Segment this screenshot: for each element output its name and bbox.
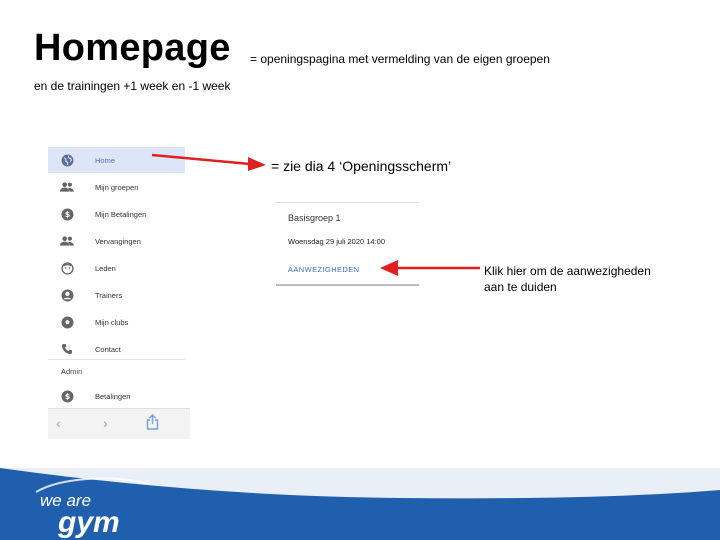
svg-text:$: $	[64, 391, 70, 401]
back-button[interactable]: ‹	[56, 415, 61, 431]
logo-text-top: we are	[40, 491, 92, 510]
menu-item-label: Leden	[95, 263, 116, 273]
menu-item-label: Betalingen	[95, 391, 131, 401]
slide-title: Homepage	[34, 27, 231, 69]
menu-item-label: Mijn groepen	[95, 182, 139, 192]
menu-item-label: Vervangingen	[95, 236, 141, 246]
group-name: Basisgroep 1	[288, 213, 341, 223]
arrow-to-attendance	[380, 260, 480, 276]
attendance-button[interactable]: AANWEZIGHEDEN	[288, 265, 360, 274]
slide-subtitle-continued: en de trainingen +1 week en -1 week	[34, 79, 231, 93]
footer-banner	[0, 468, 720, 540]
home-annotation: = zie dia 4 ‘Openingsscherm’	[271, 158, 452, 174]
admin-section-label: Admin	[61, 367, 83, 376]
menu-item-label: Mijn clubs	[95, 317, 129, 327]
menu-item-label: Trainers	[95, 290, 123, 300]
training-date-time: Woensdag 29 juli 2020 14:00	[288, 237, 386, 246]
arrow-to-home	[152, 155, 266, 171]
logo-text-bottom: gym	[58, 506, 120, 539]
menu-item-label: Contact	[95, 344, 121, 354]
menu-item-label: Home	[95, 155, 116, 165]
forward-button[interactable]: ›	[103, 415, 108, 431]
slide-subtitle: = openingspagina met vermelding van de eigen groepen	[250, 52, 550, 66]
svg-text:$: $	[64, 209, 70, 219]
attendance-annotation: Klik hier om de aanwezigheden aan te duiden	[484, 264, 651, 294]
menu-item-label: Mijn Betalingen	[95, 209, 147, 219]
